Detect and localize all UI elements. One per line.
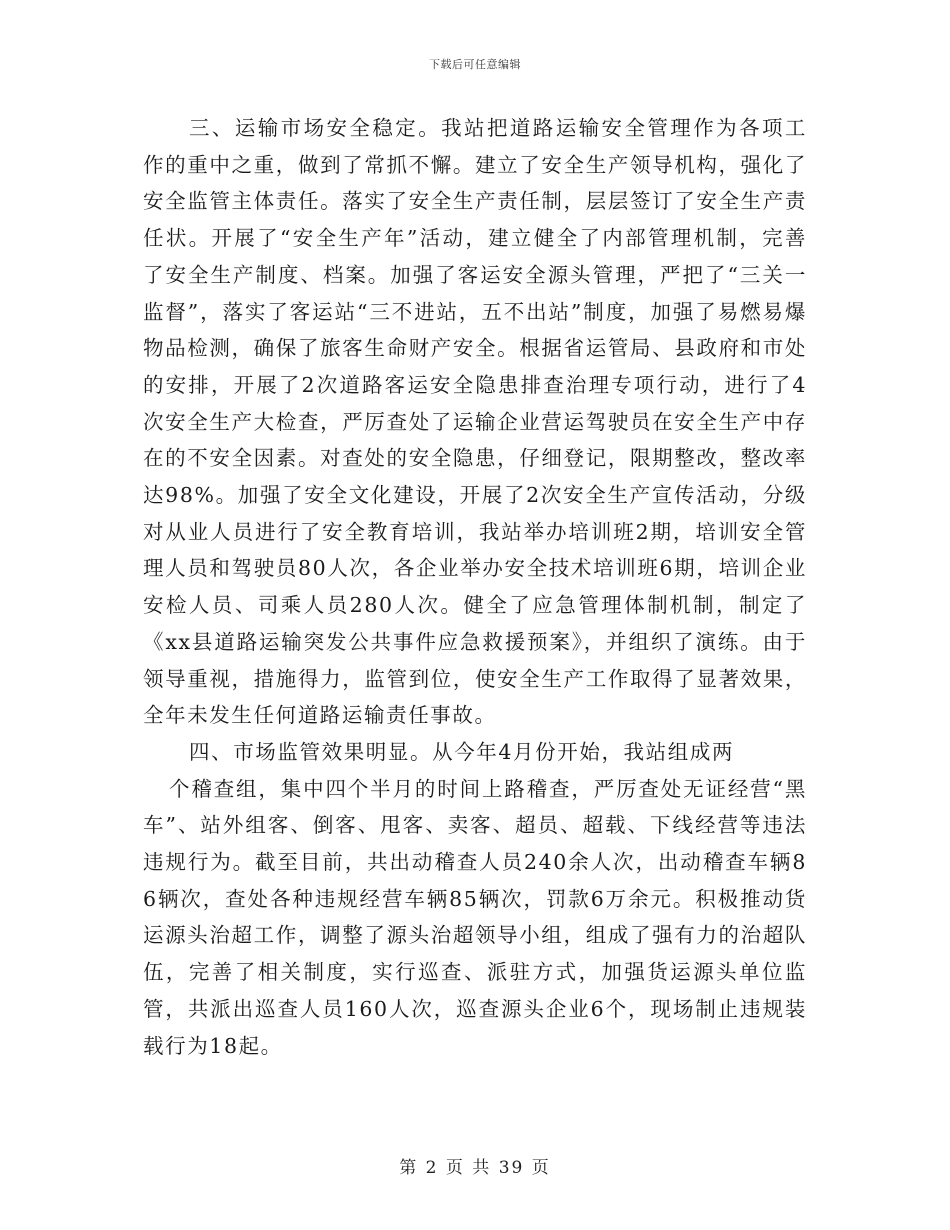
paragraph-transport-safety: 三、运输市场安全稳定。我站把道路运输安全管理作为各项工作的重中之重，做到了常抓不懈。建立了安全生产领导机构，强化了安全监管主体责任。落实了安全生产责任制，层层签订了安全生产责任状。开展了“安全生产年”活动，建立健全了内部管理机制，完善了安全生产制度、档案。加强了客运安全源头管理，严把了“三关一监督”，落实了客运站“三不进站，五不出站”制度，加强了易燃易爆物品检测，确保了旅客生命财产安全。根据省运管局、县政府和市处的安排，开展了2次道路客运安全隐患排查治理专项行动，进行了4次安全生产大检查，严厉查处了运输企业营运驾驶员在安全生产中存在的不安全因素。对查处的安全隐患，仔细登记，限期整改，整改率达98%。加强了安全文化建设，开展了2次安全生产宣传活动，分级对从业人员进行了安全教育培训，我站举办培训班2期，培训安全管理人员和驾驶员80人次，各企业举办安全技术培训班6期，培训企业安检人员、司乘人员280人次。健全了应急管理体制机制，制定了《xx县道路运输突发公共事件应急救援预案》，并组织了演练。由于领导重视，措施得力，监管到位，使安全生产工作取得了显著效果，全年未发生任何道路运输责任事故。: [143, 116, 807, 728]
page-number-footer: 第 2 页 共 39 页: [399, 1158, 551, 1178]
paragraph-market-supervision-heading-line: 四、市场监管效果明显。从今年4月份开始，我站组成两: [189, 739, 735, 764]
page-header-note: 下载后可任意编辑: [429, 58, 521, 71]
paragraph-market-supervision-body: 个稽查组，集中四个半月的时间上路稽查，严厉查处无证经营“黑车”、站外组客、倒客、甩客、卖客、超员、超载、下线经营等违法违规行为。截至目前，共出动稽查人员240余人次，出动稽查车辆86辆次，查处各种违规经营车辆85辆次，罚款6万余元。积极推动货运源头治超工作，调整了源头治超领导小组，组成了强有力的治超队伍，完善了相关制度，实行巡查、派驻方式，加强货运源头单位监管，共派出巡查人员160人次，巡查源头企业6个，现场制止违规装载行为18起。: [143, 776, 807, 1058]
document-body: [143, 110, 807, 1064]
